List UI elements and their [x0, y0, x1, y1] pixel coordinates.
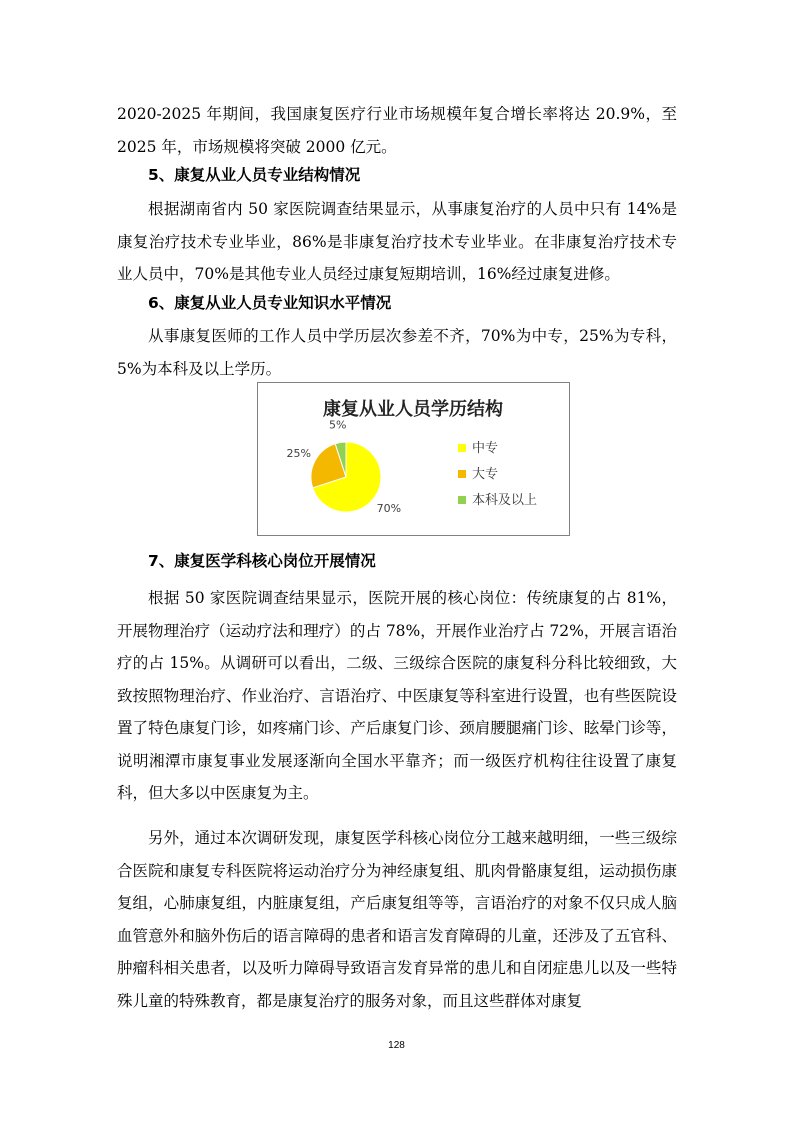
chart-legend [458, 440, 537, 508]
data-label-benke: 5% [328, 418, 347, 432]
legend-item-zhongzhuan [458, 440, 498, 456]
chart-title: 康复从业人员学历结构 [323, 399, 503, 420]
legend-swatch [458, 470, 466, 478]
legend-item-benke [458, 492, 537, 508]
legend-label: 大专 [472, 467, 499, 482]
data-label-zhongzhuan: 70% [376, 502, 402, 516]
heading-section-6: 6、康复从业人员专业知识水平情况 [148, 294, 392, 312]
paragraph-core-positions: 根据 50 家医院调查结果显示，医院开展的核心岗位：传统康复的占 81%，开展物理治疗（运动疗法和理疗）的占 78%，开展作业治疗占 72%，开展言语治疗的占 15%。从调研可以看出，二级、三级综合医院的康复科分科比较细致，大致按照物理治疗、作业治疗、言语治疗、中医康复等科室进行设置，也有些医院设置了特色康复门诊，如疼痛门诊、产后康复门诊、颈肩腰腿痛门诊、眩晕门诊等，说明湘潭市康复事业发展逐渐向全国水平靠齐；而一级医疗机构往往设置了康复科，但大多以中医康复为主。 [117, 589, 677, 802]
paragraph-education-level: 从事康复医师的工作人员中学历层次参差不齐，70%为中专，25%为专科，5%为本科及以上学历。 [117, 327, 677, 378]
legend-swatch [458, 444, 466, 452]
heading-section-5: 5、康复从业人员专业结构情况 [148, 166, 361, 184]
paragraph-market-growth: 2020-2025 年期间，我国康复医疗行业市场规模年复合增长率将达 20.9%，至 2025 年，市场规模将突破 2000 亿元。 [117, 105, 677, 156]
pie-chart-svg [258, 383, 569, 535]
legend-swatch [458, 496, 466, 504]
pie-slices [311, 442, 381, 512]
paragraph-additional-findings: 另外，通过本次调研发现，康复医学科核心岗位分工越来越明细，一些三级综合医院和康复专科医院将运动治疗分为神经康复组、肌肉骨骼康复组，运动损伤康复组，心肺康复组，内脏康复组，产后康复组等等，言语治疗的对象不仅只成人脑血管意外和脑外伤后的语言障碍的患者和语言发育障碍的儿童，还涉及了五官科、肿瘤科相关患者，以及听力障碍导致语言发育异常的患儿和自闭症患儿以及一些特殊儿童的特殊教育，都是康复治疗的服务对象，而且这些群体对康复 [117, 829, 677, 1010]
data-label-dazhuan: 25% [286, 446, 312, 460]
paragraph-professional-structure: 根据湖南省内 50 家医院调查结果显示，从事康复治疗的人员中只有 14%是康复治疗技术专业毕业，86%是非康复治疗技术专业毕业。在非康复治疗技术专业人员中，70%是其他专业人员经过康复短期培训，16%经过康复进修。 [117, 200, 677, 283]
legend-label: 中专 [472, 441, 499, 456]
page-number: 128 [388, 1040, 405, 1051]
legend-item-dazhuan [458, 466, 498, 482]
legend-label: 本科及以上 [472, 493, 538, 508]
heading-section-7: 7、康复医学科核心岗位开展情况 [148, 552, 376, 570]
education-pie-chart [257, 382, 570, 536]
